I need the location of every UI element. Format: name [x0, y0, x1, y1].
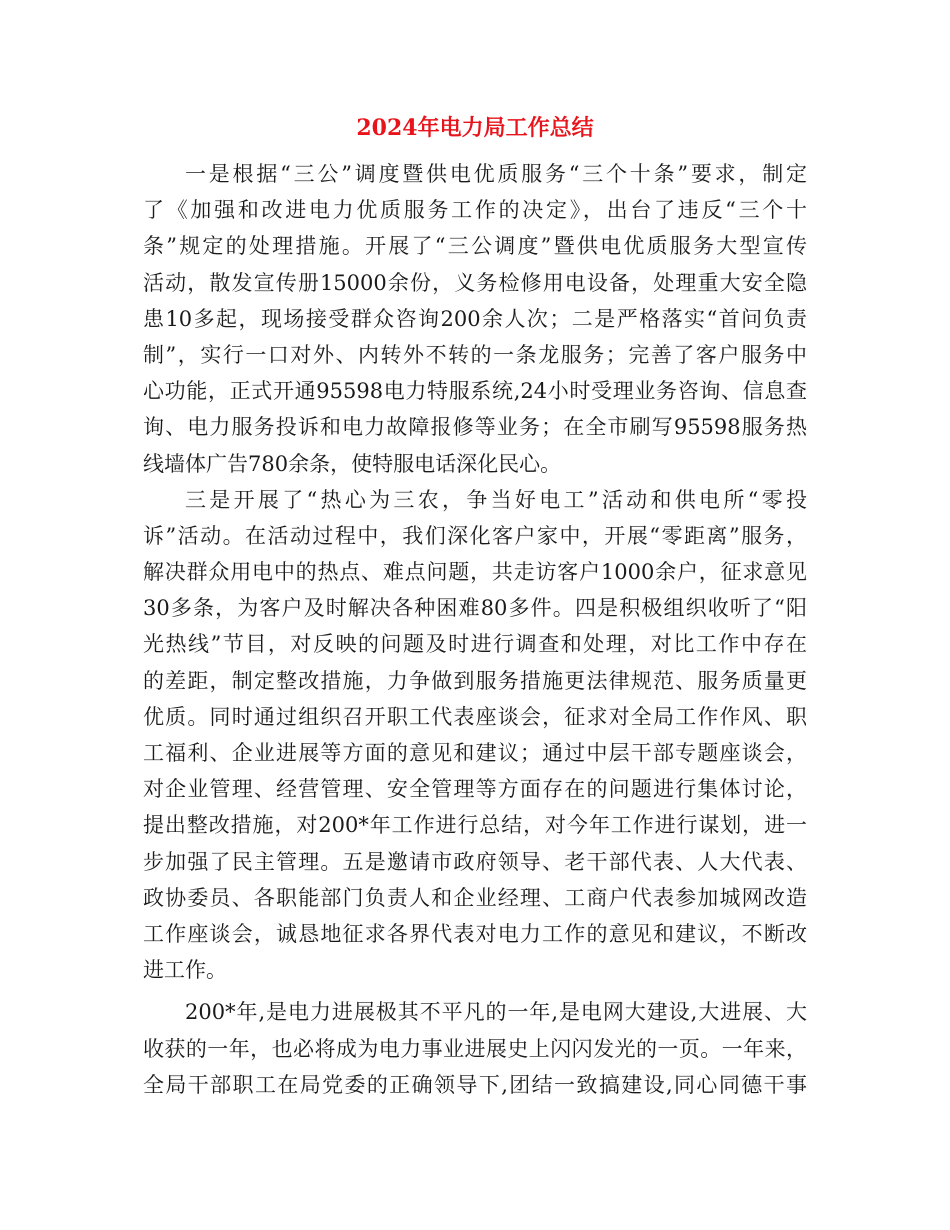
text-line: 光热线”节目，对反映的问题及时进行调查和处理，对比工作中存在 — [143, 632, 807, 657]
text-line: 患10多起，现场接受群众咨询200余人次；二是严格落实“首问负责 — [143, 306, 807, 331]
text-line: 对企业管理、经营管理、安全管理等方面存在的问题进行集体讨论， — [143, 777, 807, 802]
text-line: 30多条，为客户及时解决各种困难80多件。四是积极组织收听了“阳 — [143, 596, 807, 621]
paragraph-3 — [143, 994, 807, 1103]
text-line: 了《加强和改进电力优质服务工作的决定》，出台了违反“三个十 — [143, 198, 807, 223]
text-line: 诉”活动。在活动过程中，我们深化客户家中，开展“零距离”服务， — [143, 523, 807, 548]
text-line: 优质。同时通过组织召开职工代表座谈会，征求对全局工作作风、职 — [143, 704, 807, 729]
text-line: 政协委员、各职能部门负责人和企业经理、工商户代表参加城网改造 — [143, 885, 807, 910]
text-line: 进工作。 — [143, 958, 227, 983]
text-line: 工福利、企业进展等方面的意见和建议；通过中层干部专题座谈会， — [143, 741, 807, 765]
paragraph-2 — [143, 482, 807, 989]
text-line: 一是根据“三公”调度暨供电优质服务“三个十条”要求，制定 — [185, 162, 807, 186]
text-line: 提出整改措施，对200*年工作进行总结，对今年工作进行谋划，进一 — [143, 813, 807, 838]
text-line: 线墙体广告780余条，使特服电话深化民心。 — [143, 451, 562, 476]
text-line: 询、电力服务投诉和电力故障报修等业务；在全市刷写95598服务热 — [143, 415, 807, 440]
document-title: 2024年电力局工作总结 — [356, 115, 594, 141]
document-body — [143, 156, 807, 1103]
text-line: 200*年,是电力进展极其不平凡的一年,是电网大建设,大进展、大 — [185, 1000, 807, 1025]
text-line: 全局干部职工在局党委的正确领导下,团结一致搞建设,同心同德干事 — [143, 1072, 807, 1097]
text-line: 心功能，正式开通95598电力特服系统,24小时受理业务咨询、信息查 — [143, 379, 807, 404]
text-line: 活动，散发宣传册15000余份，义务检修用电设备，处理重大安全隐 — [143, 270, 807, 295]
text-line: 的差距，制定整改措施，力争做到服务措施更法律规范、服务质量更 — [143, 668, 807, 693]
text-line: 收获的一年，也必将成为电力事业进展史上闪闪发光的一页。一年来， — [143, 1036, 807, 1061]
text-line: 制”，实行一口对外、内转外不转的一条龙服务；完善了客户服务中 — [143, 342, 807, 367]
text-line: 工作座谈会，诚恳地征求各界代表对电力工作的意见和建议，不断改 — [143, 921, 807, 946]
text-line: 三是开展了“热心为三农，争当好电工”活动和供电所“零投 — [185, 487, 807, 512]
paragraph-1 — [143, 156, 807, 482]
text-line: 条”规定的处理措施。开展了“三公调度”暨供电优质服务大型宣传 — [143, 234, 807, 259]
text-line: 解决群众用电中的热点、难点问题，共走访客户1000余户，征求意见 — [143, 560, 807, 585]
text-line: 步加强了民主管理。五是邀请市政府领导、老干部代表、人大代表、 — [143, 849, 807, 874]
